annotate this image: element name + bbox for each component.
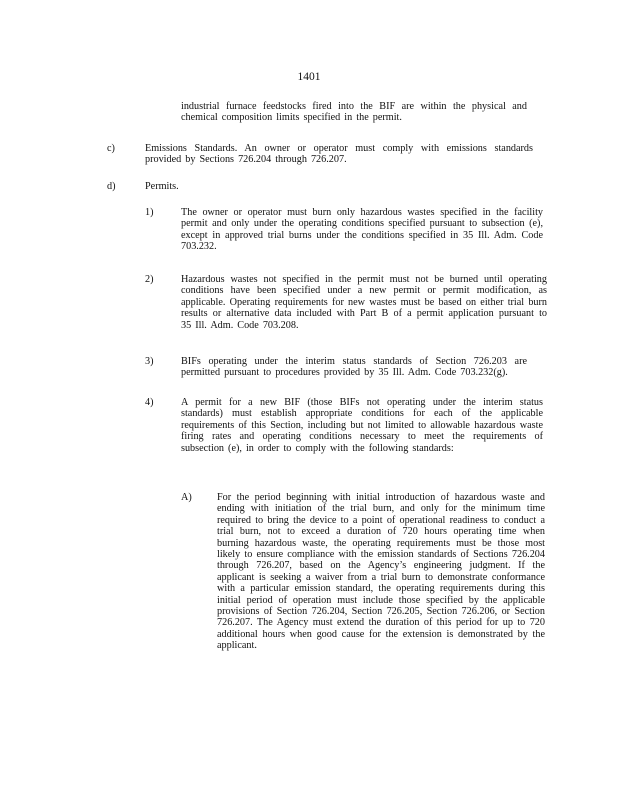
page-number: 1401	[297, 71, 321, 83]
subitem-3-text: BIFs operating under the interim status standards of Section 726.203 are permitted pursuant to procedures provided by 35 Ill. Adm. Code 703.232(g).	[181, 356, 527, 379]
subitem-3-label: 3)	[145, 356, 154, 367]
subitem-2-label: 2)	[145, 274, 154, 285]
item-c-text: Emissions Standards. An owner or operator must comply with emissions standards provided by Sections 726.204 through 726.207.	[145, 143, 533, 166]
subsubitem-a-label: A)	[181, 492, 192, 503]
subitem-1-label: 1)	[145, 207, 154, 218]
continuation-paragraph: industrial furnace feedstocks fired into the BIF are within the physical and chemical composition limits specified in the permit.	[181, 101, 527, 124]
subsubitem-a-text: For the period beginning with initial introduction of hazardous waste and ending with initiation of the trial burn, and only for the minimum time required to bring the device to a point of operational readiness to conduct a trial burn, not to exceed a duration of 720 hours operating time when burning hazardous waste, the operating requirements must be those most likely to ensure compliance with the emission standards of Sections 726.204 through 726.207, based on the Agency’s engineering judgment. If the applicant is seeking a waiver from a trial burn to demonstrate conformance with a particular emission standard, the operating requirements during this initial period of operation must include those specified by the applicable provisions of Section 726.204, Section 726.205, Section 726.206, or Section 726.207. The Agency must extend the duration of this period for up to 720 additional hours when good cause for the extension is demonstrated by the applicant.	[217, 492, 545, 652]
subitem-4-text: A permit for a new BIF (those BIFs not operating under the interim status standards) must establish appropriate conditions for each of the applicable requirements of this Section, including but not limited to allowable hazardous waste firing rates and operating conditions necessary to meet the requirements of subsection (e), in order to comply with the following standards:	[181, 397, 543, 454]
subitem-1-text: The owner or operator must burn only hazardous wastes specified in the facility permit and only under the operating conditions specified pursuant to subsection (e), except in approved trial burns under the conditions specified in 35 Ill. Adm. Code 703.232.	[181, 207, 543, 253]
item-d-label: d)	[107, 181, 116, 192]
subitem-2-text: Hazardous wastes not specified in the permit must not be burned until operating conditions have been specified under a new permit or permit modification, as applicable. Operating requirements for new wastes must be based on either trial burn results or alternative data included with Part B of a permit application pursuant to 35 Ill. Adm. Code 703.208.	[181, 274, 547, 331]
item-d-text: Permits.	[145, 181, 179, 192]
subitem-4-label: 4)	[145, 397, 154, 408]
item-c-label: c)	[107, 143, 115, 154]
